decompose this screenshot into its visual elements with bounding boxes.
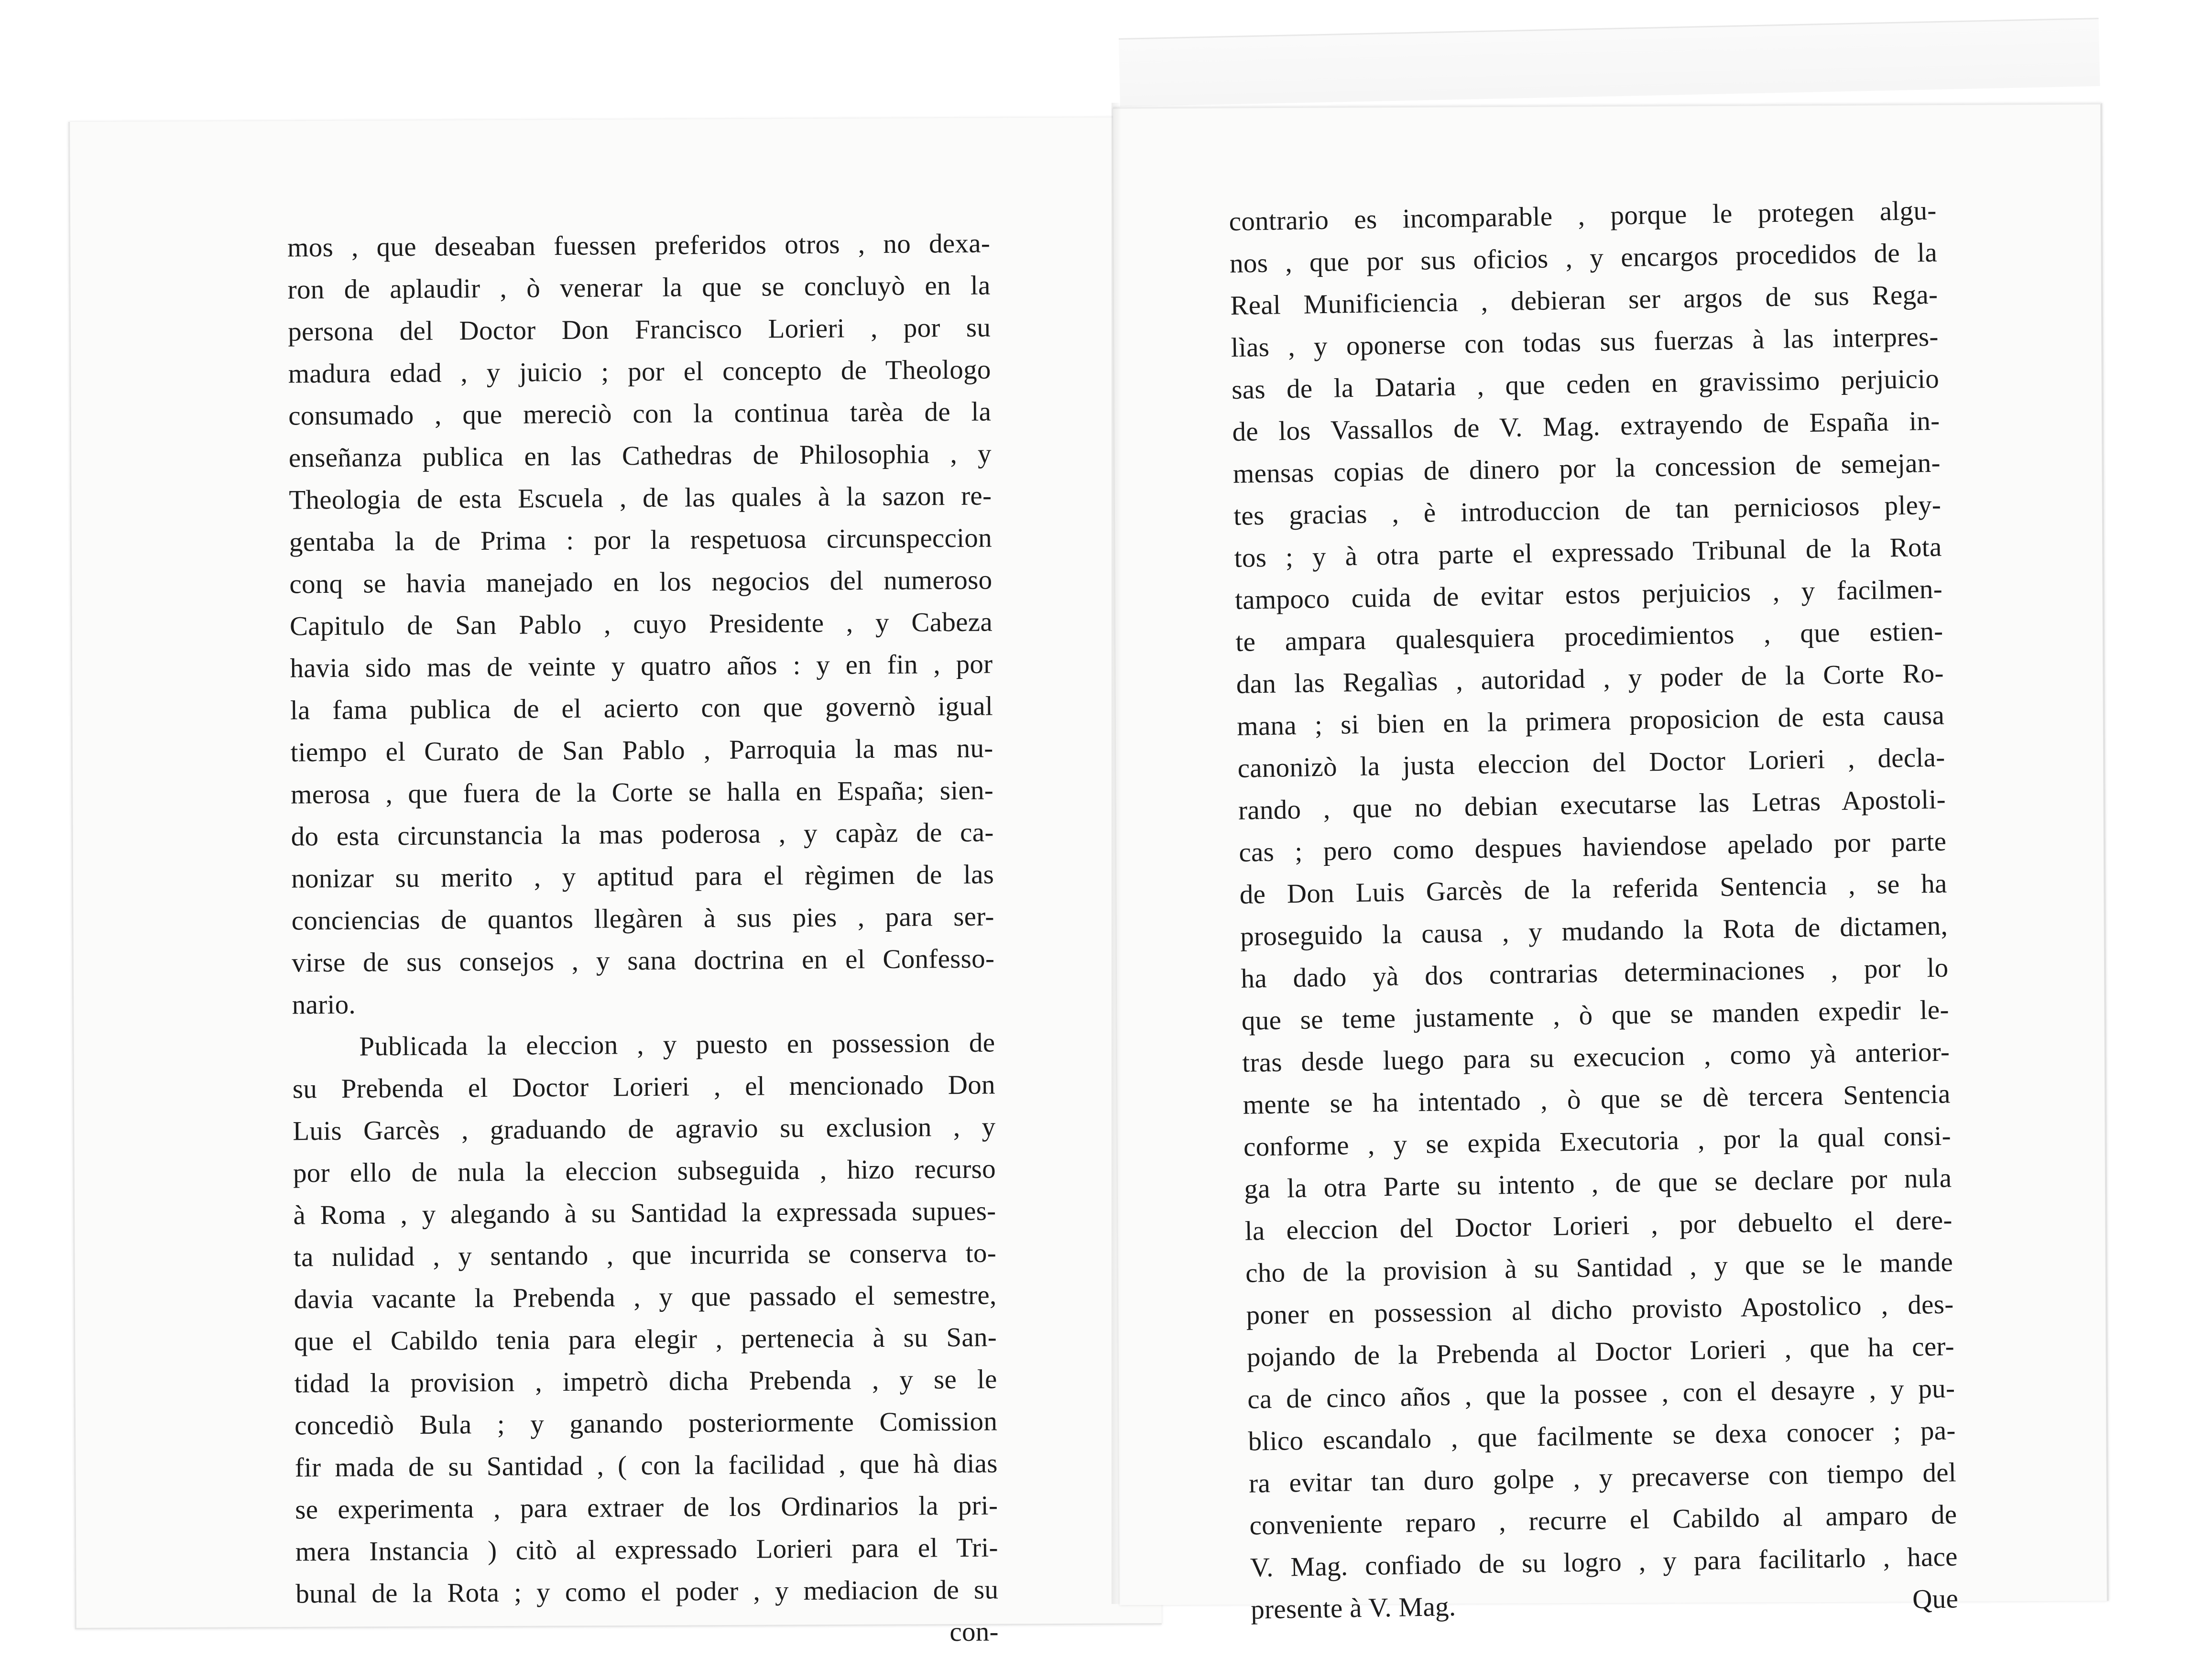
text-line: Theologia de esta Escuela , de las quales à la sazon re-: [289, 480, 992, 515]
text-line: cas ; pero como despues haviendose apelado por parte: [1238, 826, 1947, 868]
text-line: bunal de la Rota ; y como el poder , y mediacion de su: [295, 1574, 999, 1609]
text-line: te ampara qualesquiera procedimientos , que estien-: [1235, 616, 1943, 657]
text-line: nario.: [292, 989, 356, 1020]
text-line: ga la otra Parte su intento , de que se declare por nula: [1243, 1163, 1952, 1204]
text-line: mente se ha intentado , ò que se dè tercera Sentencia: [1243, 1079, 1951, 1120]
text-line: proseguido la causa , y mudando la Rota de dictamen,: [1240, 910, 1948, 952]
text-line: tampoco cuida de evitar estos perjuicios , y facilmen-: [1234, 574, 1943, 615]
text-line: contrario es incomparable , porque le protegen algu-: [1229, 195, 1937, 237]
text-line: à Roma , y alegando à su Santidad la expressada supues-: [293, 1196, 996, 1231]
text-line: tos ; y à otra parte el expressado Tribunal de la Rota: [1234, 532, 1942, 573]
text-line: consumado , que mereciò con la continua tarèa de la: [288, 396, 992, 431]
text-line: poner en possession al dicho provisto Apostolico , des-: [1246, 1289, 1954, 1331]
text-line: persona del Doctor Don Francisco Lorieri , por su: [288, 312, 991, 347]
text-line: de los Vassallos de V. Mag. extrayendo de España in-: [1232, 405, 1940, 447]
text-line: enseñanza publica en las Cathedras de Philosophia , y: [288, 438, 992, 473]
text-line: mana ; si bien en la primera proposicion de esta causa: [1236, 700, 1945, 742]
text-line: canonizò la justa eleccion del Doctor Lorieri , decla-: [1237, 742, 1945, 784]
page-edge-shadow: [1119, 18, 2100, 107]
text-line: gentaba la de Prima : por la respetuosa circunspeccion: [289, 523, 992, 557]
text-line: ca de cinco años , que la possee , con el desayre , y pu-: [1247, 1373, 1955, 1415]
text-line: conforme , y se expida Executoria , por la qual consi-: [1243, 1121, 1952, 1162]
text-line: ron de aplaudir , ò venerar la que se concluyò en la: [287, 270, 991, 305]
text-line: sas de la Dataria , que ceden en gravissimo perjuicio: [1231, 363, 1940, 405]
text-line: tes gracias , è introduccion de tan perniciosos pley-: [1233, 490, 1941, 531]
text-line: tidad la provision , impetrò dicha Prebenda , y se le: [294, 1364, 997, 1399]
text-line: ha dado yà dos contrarias determinaciones , por lo: [1241, 952, 1949, 994]
text-line: Publicada la eleccion , y puesto en possession de: [359, 1027, 995, 1062]
catchword: Que: [1912, 1583, 1959, 1615]
book-gutter: [1112, 103, 1121, 1604]
text-line: se experimenta , para extraer de los Ordinarios la pri-: [295, 1490, 998, 1525]
text-line: tras desde luego para su execucion , como yà anterior-: [1242, 1036, 1950, 1078]
left-page-text: [287, 223, 999, 1658]
text-line: mera Instancia ) citò al expressado Lorieri para el Tri-: [295, 1532, 998, 1567]
text-line: mensas copias de dinero por la concession de semejan-: [1232, 447, 1941, 489]
text-line: su Prebenda el Doctor Lorieri , el mencionado Don: [292, 1069, 996, 1104]
text-line: conq se havia manejado en los negocios del numeroso: [289, 565, 992, 600]
text-line: blico escandalo , que facilmente se dexa conocer ; pa-: [1248, 1415, 1956, 1457]
text-line: ta nulidad , y sentando , que incurrida se conserva to-: [293, 1238, 997, 1273]
text-line: mos , que deseaban fuessen preferidos otros , no dexa-: [287, 228, 991, 263]
text-line: concediò Bula ; y ganando posteriormente Comission: [294, 1406, 998, 1441]
text-line: virse de sus consejos , y sana doctrina en el Confesso-: [292, 943, 995, 978]
text-line: presente à V. Mag.: [1250, 1591, 1456, 1625]
text-line: madura edad , y juicio ; por el concepto de Theologo: [288, 354, 991, 389]
text-line: fir mada de su Santidad , ( con la facilidad , que hà dias: [294, 1448, 998, 1483]
text-line: que se teme justamente , ò que se manden expedir le-: [1241, 994, 1950, 1036]
text-line: V. Mag. confiado de su logro , y para facilitarlo , hace: [1250, 1541, 1958, 1583]
text-line: conveniente reparo , recurre el Cabildo al amparo de: [1249, 1499, 1957, 1541]
text-line: Capitulo de San Pablo , cuyo Presidente , y Cabeza: [289, 607, 993, 642]
text-line: que el Cabildo tenia para elegir , pertenecia à su San-: [294, 1322, 997, 1357]
text-line: Luis Garcès , graduando de agravio su exclusion , y: [293, 1112, 996, 1146]
text-line: rando , que no debian executarse las Letras Apostoli-: [1238, 784, 1946, 826]
text-line: conciencias de quantos llegàren à sus pies , para ser-: [291, 901, 994, 936]
text-line: merosa , que fuera de la Corte se halla en España; sien-: [290, 775, 994, 810]
text-line: davia vacante la Prebenda , y que passado el semestre,: [294, 1280, 997, 1315]
text-line: Real Munificiencia , debieran ser argos de sus Rega-: [1230, 279, 1938, 321]
text-line: de Don Luis Garcès de la referida Sentencia , se ha: [1239, 868, 1948, 910]
text-line: lìas , y oponerse con todas sus fuerzas à las interpres-: [1231, 321, 1939, 363]
text-line: pojando de la Prebenda al Doctor Lorieri , que ha cer-: [1246, 1331, 1955, 1373]
text-line: dan las Regalìas , autoridad , y poder de la Corte Ro-: [1236, 658, 1944, 699]
text-line: nos , que por sus oficios , y encargos procedidos de la: [1229, 237, 1938, 279]
text-line: havia sido mas de veinte y quatro años : y en fin , por: [290, 649, 993, 684]
text-line: la fama publica de el acierto con que governò igual: [290, 691, 993, 726]
right-page-text: [1229, 190, 1959, 1631]
text-line: do esta circunstancia la mas poderosa , y capàz de ca-: [291, 817, 994, 852]
text-line: ra evitar tan duro golpe , y precaverse con tiempo del: [1248, 1457, 1957, 1499]
text-line: por ello de nula la eleccion subseguida , hizo recurso: [293, 1154, 996, 1189]
text-line: cho de la provision à su Santidad , y que se le mande: [1245, 1247, 1953, 1288]
text-line: tiempo el Curato de San Pablo , Parroquia la mas nu-: [290, 733, 993, 768]
text-line: nonizar su merito , y aptitud para el règimen de las: [291, 859, 994, 894]
text-line: la eleccion del Doctor Lorieri , por debuelto el dere-: [1244, 1205, 1953, 1246]
catchword: con-: [949, 1616, 999, 1647]
